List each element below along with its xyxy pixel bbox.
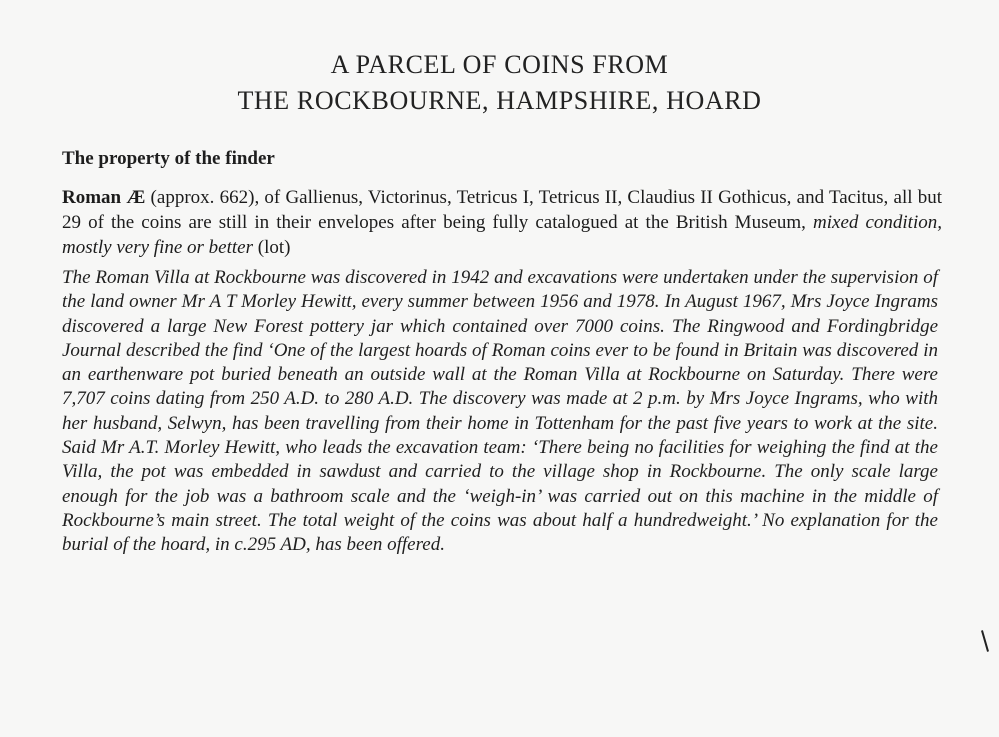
provenance-heading: The property of the finder — [62, 148, 275, 169]
title-line-2: THE ROCKBOURNE, HAMPSHIRE, HOARD — [237, 86, 762, 115]
pen-mark — [981, 630, 989, 652]
lot-lead: Roman Æ — [62, 187, 146, 208]
title-line-1: A PARCEL OF COINS FROM — [330, 50, 669, 79]
lot-suffix: (lot) — [253, 237, 291, 258]
lot-condition: mixed condition, mostly very fine or better — [62, 212, 942, 258]
lot-description — [62, 185, 942, 260]
lot-notes: The Roman Villa at Rockbourne was discovered in 1942 and excavations were undertaken under the supervision of the land owner Mr A T Morley Hewitt, every summer between 1956 and 1978. In August 1967, Mrs Joyce Ingrams discovered a large New Forest pottery jar which contained over 7000 coins. The Ringwood and Fordingbridge Journal described the find ‘One of the largest hoards of Roman coins ever to be found in Britain was discovered in an earthenware pot buried beneath an outside wall at the Roman Villa at Rockbourne on Saturday. There were 7,707 coins dating from 250 A.D. to 280 A.D. The discovery was made at 2 p.m. by Mrs Joyce Ingrams, who with her husband, Selwyn, has been travelling from their home in Tottenham for the past five years to work at the site. Said Mr A.T. Morley Hewitt, who leads the excavation team: ‘There being no facilities for weighing the find at the Villa, the pot was embedded in sawdust and carried to the village shop in Rockbourne. The only scale large enough for the job was a bathroom scale and the ‘weigh-in’ was carried out on this machine in the middle of Rockbourne’s main street. The total weight of the coins was about half a hundredweight.’ No explanation for the burial of the hoard, in c.295 AD, has been offered. — [62, 267, 938, 556]
lot-text: (approx. 662), of Gallienus, Victorinus, Tetricus I, Tetricus II, Claudius II Gothicus, and Tacitus, all but 29 of the coins are still in their envelopes after being fully catalogued at the British Museum, — [62, 187, 942, 233]
